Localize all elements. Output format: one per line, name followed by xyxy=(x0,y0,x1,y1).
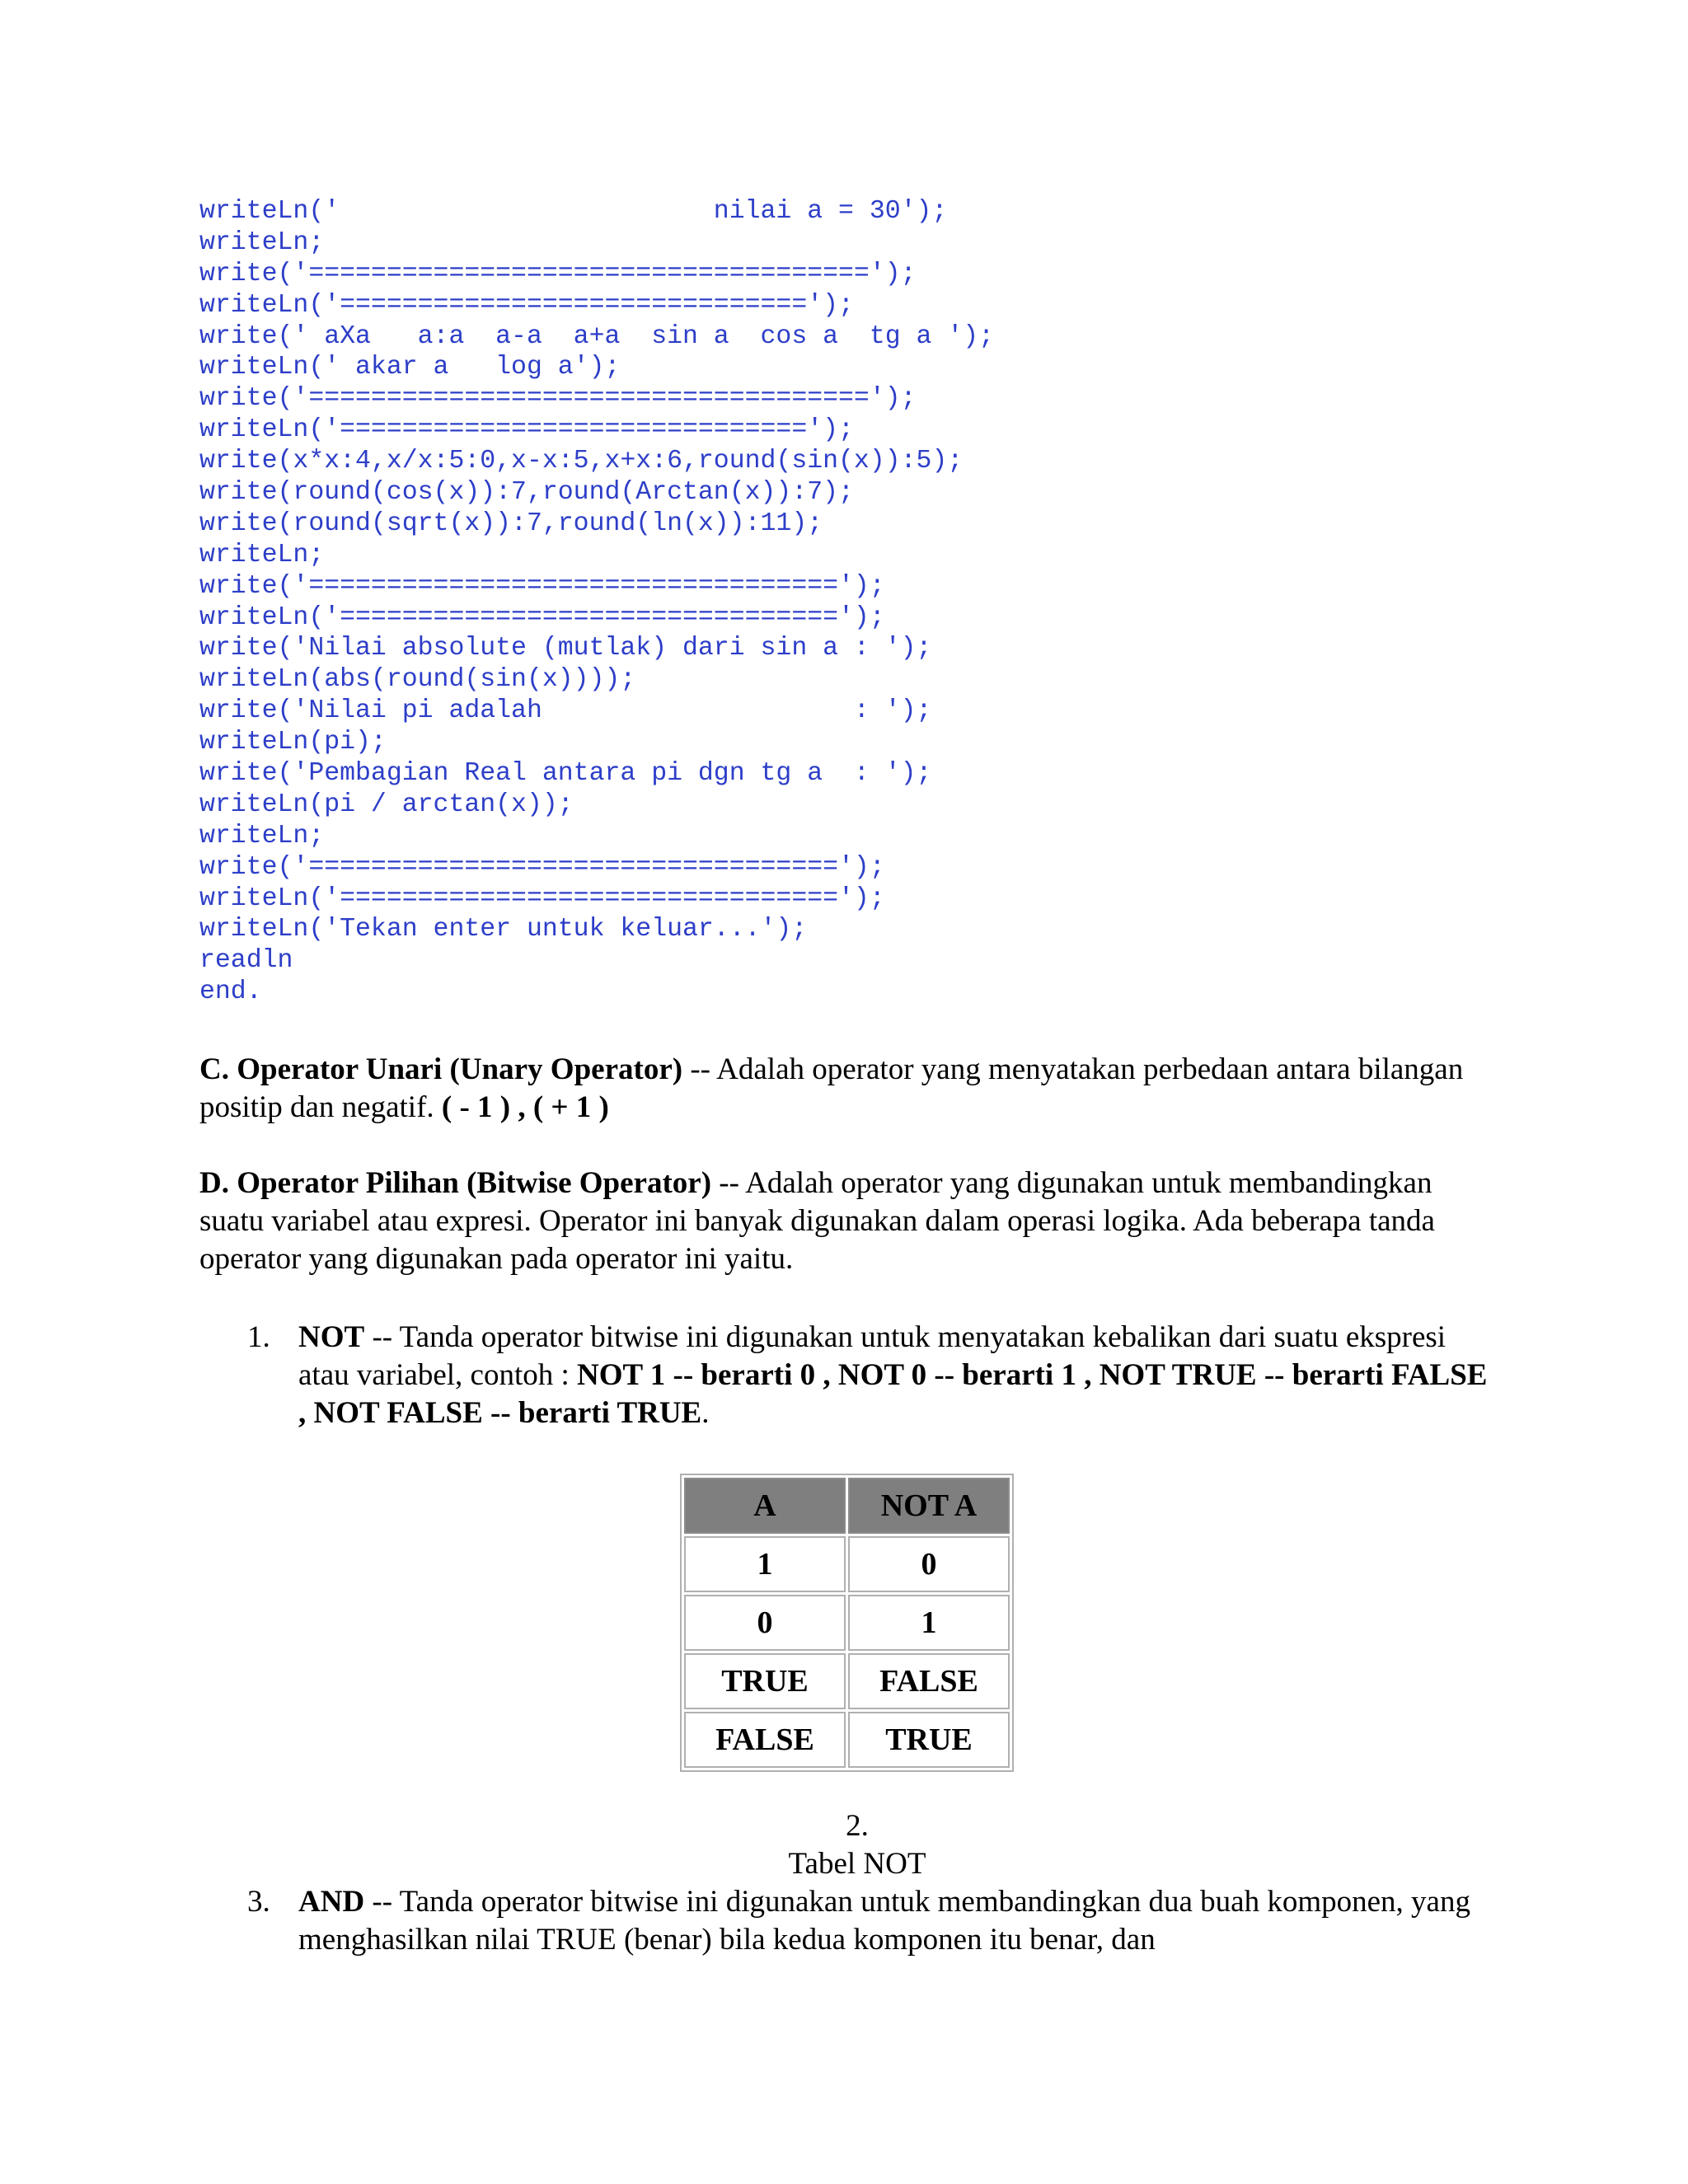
table-cell: TRUE xyxy=(848,1712,1010,1768)
code-line: writeLn('=============================='); xyxy=(199,290,854,320)
code-line: write('=================================='); xyxy=(199,852,885,882)
not-term: NOT xyxy=(298,1320,365,1354)
code-line: readln xyxy=(199,946,293,976)
table-cell: 1 xyxy=(684,1536,846,1592)
table-row xyxy=(684,1536,1010,1592)
code-line: write(' aXa a:a a-a a+a sin a cos a tg a '); xyxy=(199,321,995,351)
not-examples: NOT 1 -- berarti 0 , NOT 0 -- berarti 1 , NOT TRUE -- berarti FALSE , NOT FALSE -- berarti TRUE xyxy=(298,1358,1488,1430)
table-header: NOT A xyxy=(848,1478,1010,1534)
section-c-example: ( - 1 ) , ( + 1 ) xyxy=(441,1090,609,1124)
table-cell: FALSE xyxy=(684,1712,846,1768)
section-d-text: -- Adalah operator yang digunakan untuk membandingkan suatu variabel atau expresi. Operator ini banyak digunakan dalam operasi logika. Ada beberapa tanda operator yang digunakan pada operator ini yaitu. xyxy=(199,1166,1435,1276)
table-row xyxy=(684,1653,1010,1709)
code-line: writeLn('================================'); xyxy=(199,602,885,632)
table-cell: FALSE xyxy=(848,1653,1010,1709)
code-line: writeLn; xyxy=(199,821,325,851)
section-d-paragraph xyxy=(199,1165,1502,1278)
table-cell: 1 xyxy=(848,1595,1010,1651)
code-line: writeLn(pi / arctan(x)); xyxy=(199,790,574,819)
code-line: write('===================================='); xyxy=(199,259,917,288)
table-cell: TRUE xyxy=(684,1653,846,1709)
code-line: writeLn('Tekan enter untuk keluar...'); xyxy=(199,915,808,944)
code-line: write('=================================='); xyxy=(199,571,885,601)
section-c-paragraph xyxy=(199,1051,1502,1127)
code-line: write('Pembagian Real antara pi dgn tg a : '); xyxy=(199,759,932,789)
code-line: writeLn; xyxy=(199,540,325,569)
not-description: -- Tanda operator bitwise ini digunakan untuk menyatakan kebalikan dari suatu ekspresi atau variabel, contoh : xyxy=(298,1320,1447,1392)
code-line: writeLn('=============================='); xyxy=(199,415,854,445)
table-cell: 0 xyxy=(684,1595,846,1651)
code-line: writeLn(abs(round(sin(x)))); xyxy=(199,665,636,695)
table-caption: Tabel NOT xyxy=(788,1847,926,1881)
table-row xyxy=(684,1712,1010,1768)
and-description: -- Tanda operator bitwise ini digunakan untuk membandingkan dua buah komponen, yang menghasilkan nilai TRUE (benar) bila kedua komponen itu benar, dan xyxy=(298,1885,1470,1957)
code-line: writeLn(' akar a log a'); xyxy=(199,353,621,382)
section-c-text: -- Adalah operator yang menyatakan perbedaan antara bilangan positip dan negatif. xyxy=(199,1052,1464,1124)
code-line: writeLn('================================'); xyxy=(199,883,885,913)
code-line: write(round(cos(x)):7,round(Arctan(x)):7); xyxy=(199,478,854,508)
code-line: write(round(sqrt(x)):7,round(ln(x)):11); xyxy=(199,509,823,538)
code-block xyxy=(199,196,994,1008)
table-header: A xyxy=(684,1478,846,1534)
and-term: AND xyxy=(298,1885,365,1919)
code-line: write('Nilai pi adalah : '); xyxy=(199,696,932,726)
code-line: writeLn; xyxy=(199,227,325,257)
code-line: write(x*x:4,x/x:5:0,x-x:5,x+x:6,round(sin(x)):5); xyxy=(199,447,964,476)
table-cell: 0 xyxy=(848,1536,1010,1592)
code-line: write('Nilai absolute (mutlak) dari sin a : '); xyxy=(199,634,932,663)
list-number-3: 3. xyxy=(247,1885,270,1919)
table-row xyxy=(684,1595,1010,1651)
code-line: write('===================================='); xyxy=(199,384,917,414)
not-table xyxy=(680,1474,1014,1772)
list-item-not xyxy=(298,1319,1502,1432)
code-line: writeLn(pi); xyxy=(199,728,387,757)
section-d-heading: D. Operator Pilihan (Bitwise Operator) xyxy=(199,1166,712,1200)
list-number-2: 2. xyxy=(846,1809,869,1843)
code-line: writeLn(' nilai a = 30'); xyxy=(199,197,948,226)
list-item-and xyxy=(298,1883,1502,1959)
list-number-1: 1. xyxy=(247,1320,270,1354)
not-end: . xyxy=(701,1396,710,1430)
section-c-heading: C. Operator Unari (Unary Operator) xyxy=(199,1052,683,1086)
code-line: end. xyxy=(199,977,262,1007)
